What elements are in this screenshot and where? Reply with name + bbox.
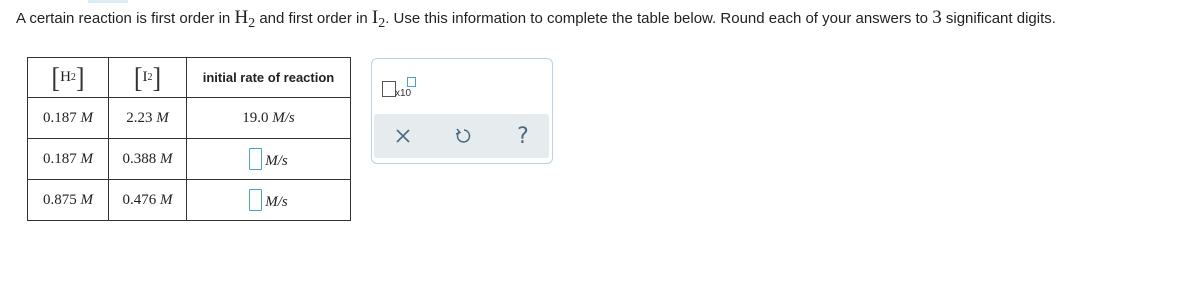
cell-h2: 0.875 M xyxy=(28,180,109,221)
cell-h2: 0.187 M xyxy=(28,98,109,139)
question-prompt xyxy=(16,7,1056,32)
table-row xyxy=(28,98,351,139)
undo-icon xyxy=(454,127,472,145)
header-h2-conc: [ H 2 ] xyxy=(28,58,109,98)
prompt-text-4: significant digits. xyxy=(941,10,1056,27)
rate-table xyxy=(27,57,351,221)
header-rate: initial rate of reaction xyxy=(187,58,351,98)
clear-button[interactable] xyxy=(391,124,415,148)
header-i2-conc: [ I 2 ] xyxy=(109,58,187,98)
answer-input[interactable] xyxy=(249,189,262,211)
help-icon: ? xyxy=(517,123,529,149)
table-row xyxy=(28,139,351,180)
answer-input[interactable] xyxy=(249,148,262,170)
cell-i2: 2.23 M xyxy=(109,98,187,139)
answer-tools-panel xyxy=(371,58,553,164)
table-row xyxy=(28,180,351,221)
table-header-row xyxy=(28,58,351,98)
h2-formula: $H_2$ xyxy=(234,7,256,31)
close-icon xyxy=(395,128,411,144)
cell-i2: 0.388 M xyxy=(109,139,187,180)
undo-button[interactable] xyxy=(451,124,475,148)
scientific-notation-button[interactable] xyxy=(382,77,418,101)
prompt-text-3: . Use this information to complete the table below. Round each of your answers to xyxy=(385,10,933,27)
cell-rate: M/s xyxy=(187,139,351,180)
exponent-box xyxy=(407,77,416,87)
prompt-text-2: and first order in xyxy=(255,10,372,27)
action-toolbar xyxy=(374,114,549,158)
cell-h2: 0.187 M xyxy=(28,139,109,180)
cell-rate: 19.0 M/s xyxy=(187,98,351,139)
top-tab-marker xyxy=(88,0,128,3)
prompt-text-1: A certain reaction is first order in xyxy=(16,10,235,27)
sig-digits: 3 xyxy=(932,7,942,28)
help-button[interactable] xyxy=(511,124,535,148)
cell-rate: M/s xyxy=(187,180,351,221)
cell-i2: 0.476 M xyxy=(109,180,187,221)
mantissa-box xyxy=(382,81,396,97)
i2-formula: $I_2$ xyxy=(371,7,386,31)
x10-label: x10 xyxy=(395,88,412,99)
